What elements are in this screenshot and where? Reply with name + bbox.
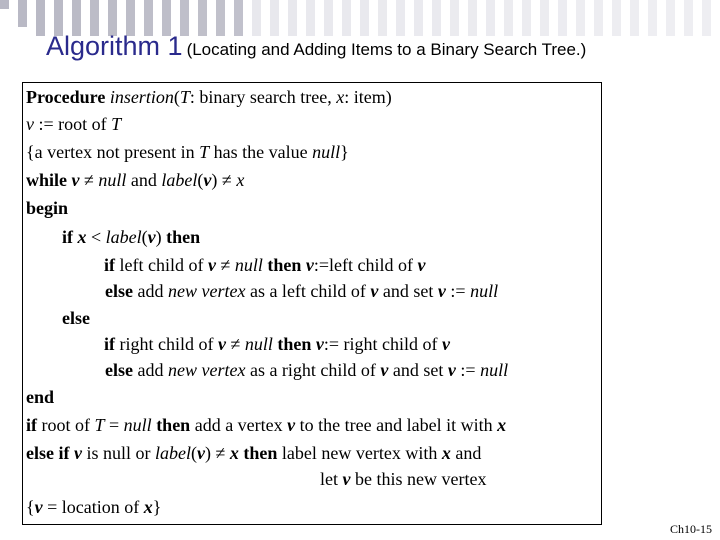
checker-square: [648, 18, 657, 27]
checker-square: [612, 18, 621, 27]
checker-square: [36, 9, 45, 18]
checker-square: [522, 18, 531, 27]
lt-symbol: <: [86, 227, 106, 247]
algo-line-11: [105, 359, 508, 381]
checker-square: [432, 18, 441, 27]
text: add: [132, 281, 168, 301]
paren: (: [141, 227, 148, 247]
algo-line-16: [26, 496, 161, 518]
text: :=: [455, 360, 481, 380]
var-v: v: [217, 334, 226, 354]
checker-square: [648, 0, 657, 9]
keyword-else: else: [105, 360, 133, 380]
checker-square: [252, 9, 261, 18]
label-fn: label: [155, 443, 191, 463]
checker-square: [270, 9, 279, 18]
null-value: null: [98, 170, 127, 190]
checker-square: [72, 0, 81, 9]
var-t: T: [199, 142, 210, 162]
text: : item): [344, 87, 392, 107]
checker-square: [684, 0, 693, 9]
new-vertex: new vertex: [167, 360, 246, 380]
checker-square: [108, 9, 117, 18]
keyword-then: then: [161, 227, 201, 247]
algo-line-7: [104, 254, 426, 276]
checker-square: [90, 0, 99, 9]
checker-square: [270, 0, 279, 9]
checker-square: [288, 9, 297, 18]
checker-square: [252, 0, 261, 9]
checker-square: [378, 0, 387, 9]
neq-symbol: ≠: [225, 334, 245, 354]
checker-square: [180, 9, 189, 18]
keyword-while: while: [26, 170, 68, 190]
checker-square: [594, 0, 603, 9]
var-v: v: [305, 255, 314, 275]
keyword-then: then: [151, 415, 191, 435]
text: : binary search tree,: [189, 87, 337, 107]
keyword-else: else: [62, 308, 90, 328]
text: and set: [378, 281, 438, 301]
checker-square: [540, 0, 549, 9]
keyword-if: if: [62, 227, 73, 247]
var-t: T: [94, 415, 105, 435]
var-v: v: [370, 281, 379, 301]
checker-square: [216, 0, 225, 9]
checker-square: [414, 9, 423, 18]
text: and: [126, 170, 162, 190]
checker-square: [450, 18, 459, 27]
checker-square: [702, 18, 711, 27]
text: add a vertex: [190, 415, 288, 435]
keyword-if: if: [104, 334, 115, 354]
text: :=left child of: [313, 255, 418, 275]
checker-square: [594, 18, 603, 27]
checker-square: [630, 18, 639, 27]
var-v: v: [71, 170, 80, 190]
checker-square: [72, 18, 81, 27]
eq-symbol: =: [104, 415, 124, 435]
checker-square: [558, 9, 567, 18]
checker-square: [684, 9, 693, 18]
checker-square: [558, 0, 567, 9]
text: := root of: [34, 114, 112, 134]
var-x: x: [229, 443, 239, 463]
title-subtitle: (Locating and Adding Items to a Binary Search Tree.): [186, 40, 587, 59]
checker-square: [288, 18, 297, 27]
checker-square: [162, 18, 171, 27]
var-v: v: [380, 360, 389, 380]
checker-square: [486, 0, 495, 9]
procedure-name: insertion: [109, 87, 174, 107]
keyword-then: then: [238, 443, 278, 463]
checker-square: [234, 0, 243, 9]
checker-square: [684, 18, 693, 27]
text: left child of: [115, 255, 208, 275]
text: := right child of: [323, 334, 443, 354]
var-t: T: [179, 87, 190, 107]
keyword-if: if: [26, 415, 37, 435]
text: {a vertex not present in: [26, 142, 200, 162]
checker-square: [198, 0, 207, 9]
checker-square: [450, 9, 459, 18]
checker-square: [702, 0, 711, 9]
var-v: v: [203, 170, 212, 190]
checker-square: [216, 9, 225, 18]
keyword-else-if: else if: [26, 443, 70, 463]
text: label new vertex with: [277, 443, 442, 463]
text: as a left child of: [245, 281, 371, 301]
null-value: null: [234, 255, 263, 275]
text: has the value: [209, 142, 313, 162]
text: and set: [388, 360, 448, 380]
text: {: [26, 497, 35, 517]
checker-square: [450, 0, 459, 9]
checker-square: [468, 18, 477, 27]
text: is null or: [81, 443, 155, 463]
checker-square: [612, 0, 621, 9]
text: as a right child of: [245, 360, 381, 380]
paren: ): [155, 227, 162, 247]
checker-square: [540, 9, 549, 18]
checker-square: [666, 18, 675, 27]
algo-line-1: [26, 86, 392, 108]
algo-line-8: [105, 280, 498, 302]
var-v: v: [287, 415, 296, 435]
checker-square: [666, 9, 675, 18]
var-v: v: [342, 469, 351, 489]
paren: (: [173, 87, 180, 107]
null-value: null: [123, 415, 152, 435]
var-x: x: [441, 443, 451, 463]
algo-line-3: [26, 141, 349, 163]
algo-line-4: [26, 169, 244, 191]
checker-square: [486, 9, 495, 18]
checker-square: [18, 18, 27, 27]
checker-square: [90, 18, 99, 27]
keyword-if: if: [104, 255, 115, 275]
title-main: Algorithm 1: [46, 31, 183, 61]
var-t: T: [111, 114, 122, 134]
checker-square: [630, 0, 639, 9]
checker-square: [396, 0, 405, 9]
var-x: x: [143, 497, 153, 517]
checker-square: [54, 18, 63, 27]
var-v: v: [73, 443, 82, 463]
checker-square: [342, 9, 351, 18]
var-v: v: [417, 255, 426, 275]
checker-square: [108, 18, 117, 27]
checker-square: [378, 18, 387, 27]
checker-square: [126, 0, 135, 9]
text: = location of: [42, 497, 144, 517]
checker-square: [306, 9, 315, 18]
checker-square: [198, 18, 207, 27]
keyword-else: else: [105, 281, 133, 301]
checker-square: [594, 9, 603, 18]
algo-line-10: [104, 333, 450, 355]
algo-line-15: [320, 468, 486, 490]
checker-square: [576, 0, 585, 9]
slide-number: Ch10-15: [670, 522, 712, 536]
checker-square: [126, 18, 135, 27]
checker-square: [18, 9, 27, 18]
algo-line-14: [26, 442, 481, 464]
text: to the tree and label it with: [295, 415, 498, 435]
var-v: v: [197, 443, 205, 463]
checker-square: [234, 18, 243, 27]
null-value: null: [312, 142, 341, 162]
checker-square: [468, 0, 477, 9]
text: :=: [445, 281, 471, 301]
checker-square: [414, 0, 423, 9]
neq-symbol: ≠: [79, 170, 99, 190]
text: and: [450, 443, 482, 463]
null-value: null: [244, 334, 273, 354]
algo-line-5: [26, 197, 68, 219]
keyword-then: then: [262, 255, 306, 275]
checker-square: [576, 9, 585, 18]
checker-square: [324, 9, 333, 18]
paren: (: [191, 443, 197, 463]
checker-square: [252, 18, 261, 27]
keyword-begin: begin: [26, 198, 69, 218]
checker-square: [504, 0, 513, 9]
checker-square: [612, 9, 621, 18]
checker-square: [432, 9, 441, 18]
checker-square: [216, 18, 225, 27]
checker-square: [126, 9, 135, 18]
checker-square: [180, 18, 189, 27]
checker-square: [306, 18, 315, 27]
checker-square: [504, 9, 513, 18]
var-v: v: [207, 255, 216, 275]
null-value: null: [480, 360, 509, 380]
label-fn: label: [105, 227, 142, 247]
algo-line-6: [62, 226, 200, 248]
algo-line-2: [26, 113, 121, 135]
algo-line-9: [62, 307, 90, 329]
checker-square: [504, 18, 513, 27]
var-v: v: [447, 360, 456, 380]
checker-square: [36, 27, 45, 36]
var-v: v: [147, 227, 156, 247]
checker-square: [18, 0, 27, 9]
text: add: [132, 360, 168, 380]
checker-square: [54, 0, 63, 9]
checker-square: [90, 9, 99, 18]
checker-square: [306, 0, 315, 9]
text: root of: [37, 415, 95, 435]
var-v: v: [315, 334, 324, 354]
var-v: v: [437, 281, 446, 301]
checker-square: [378, 9, 387, 18]
checker-square: [396, 18, 405, 27]
null-value: null: [470, 281, 499, 301]
keyword-then: then: [272, 334, 316, 354]
var-v: v: [26, 114, 34, 134]
checker-square: [108, 0, 117, 9]
var-v: v: [34, 497, 43, 517]
checker-square: [72, 9, 81, 18]
checker-square: [324, 18, 333, 27]
checker-square: [270, 18, 279, 27]
checker-square: [162, 9, 171, 18]
paren: ): [211, 170, 218, 190]
checker-square: [648, 9, 657, 18]
neq-symbol: ≠: [217, 170, 237, 190]
label-fn: label: [161, 170, 198, 190]
checker-square: [342, 0, 351, 9]
checker-square: [540, 18, 549, 27]
var-v: v: [442, 334, 451, 354]
slide-title: [46, 30, 706, 67]
checker-square: [144, 9, 153, 18]
checker-square: [630, 9, 639, 18]
checker-square: [162, 0, 171, 9]
text: }: [152, 497, 162, 517]
checker-square: [144, 0, 153, 9]
neq-symbol: ≠: [211, 443, 230, 463]
checker-square: [360, 18, 369, 27]
algo-line-12: [26, 386, 54, 408]
checker-square: [468, 9, 477, 18]
checker-square: [396, 9, 405, 18]
checker-square: [558, 18, 567, 27]
paren: (: [197, 170, 204, 190]
checker-square: [0, 0, 9, 9]
checker-square: [144, 18, 153, 27]
checker-square: [702, 9, 711, 18]
checker-square: [360, 0, 369, 9]
checker-square: [522, 9, 531, 18]
checker-square: [324, 0, 333, 9]
text: }: [340, 142, 349, 162]
text: be this new vertex: [350, 469, 487, 489]
text: let: [320, 469, 343, 489]
checker-square: [180, 0, 189, 9]
checker-square: [288, 0, 297, 9]
var-x: x: [336, 87, 345, 107]
checker-square: [54, 9, 63, 18]
keyword-end: end: [26, 387, 55, 407]
checker-square: [522, 0, 531, 9]
checker-square: [342, 18, 351, 27]
checker-square: [234, 9, 243, 18]
checker-square: [414, 18, 423, 27]
checker-square: [576, 18, 585, 27]
new-vertex: new vertex: [167, 281, 246, 301]
var-x: x: [77, 227, 87, 247]
var-x: x: [497, 415, 507, 435]
checker-square: [432, 0, 441, 9]
checker-square: [198, 9, 207, 18]
keyword-procedure: Procedure: [26, 87, 106, 107]
checker-square: [36, 18, 45, 27]
algo-line-13: [26, 414, 506, 436]
text: right child of: [115, 334, 218, 354]
checker-square: [486, 18, 495, 27]
checker-square: [36, 0, 45, 9]
var-x: x: [236, 170, 245, 190]
checker-square: [666, 0, 675, 9]
checker-square: [360, 9, 369, 18]
neq-symbol: ≠: [215, 255, 235, 275]
paren: ): [205, 443, 211, 463]
